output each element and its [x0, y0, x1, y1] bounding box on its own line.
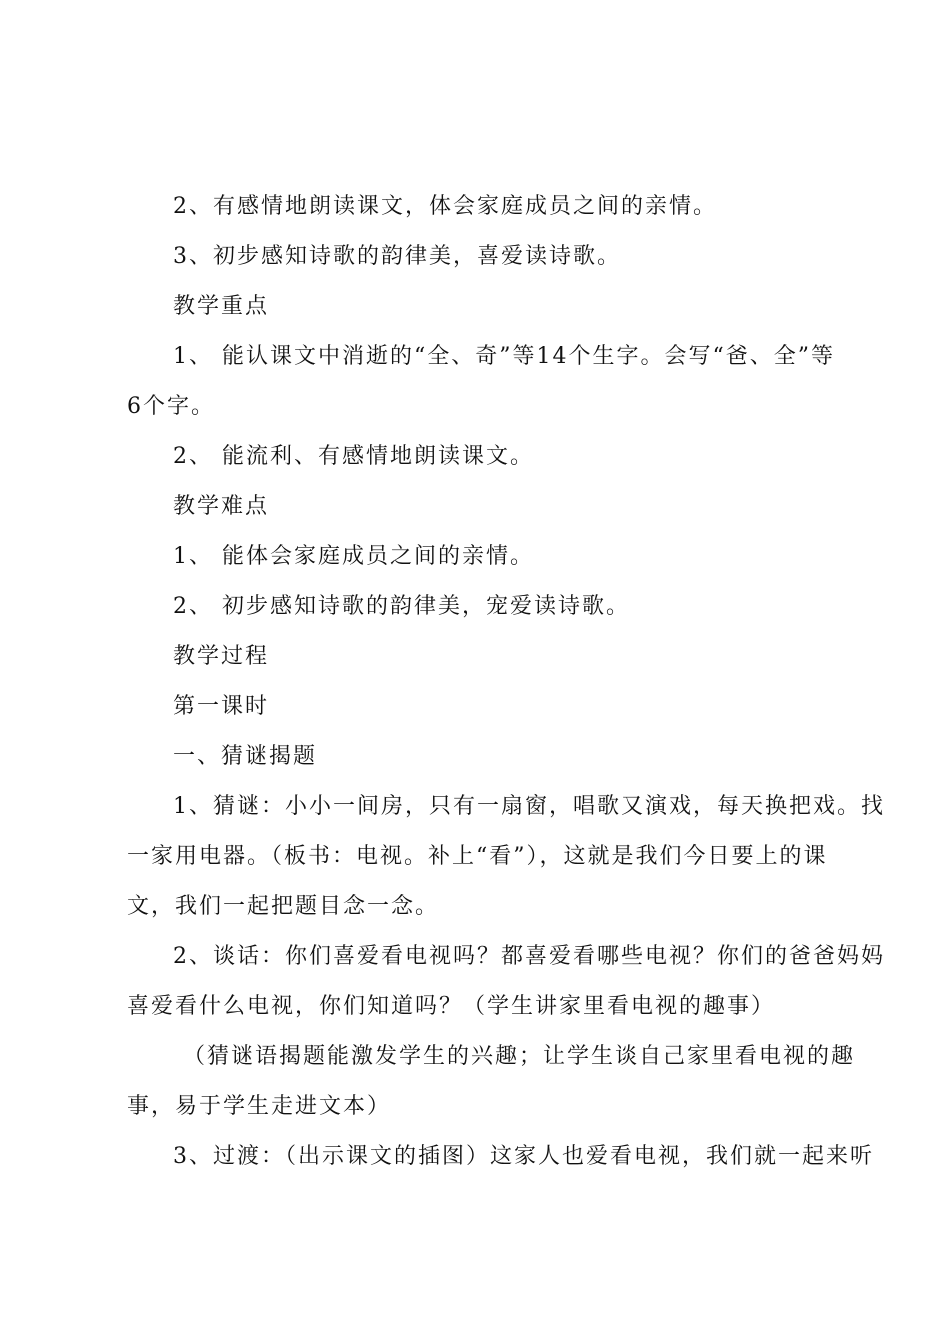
heading-first-lesson: 第一课时 — [173, 694, 270, 719]
objective-3: 3、初步感知诗歌的韵律美，喜爱读诗歌。 — [173, 244, 621, 269]
transition-para-line-1: 3、过渡：（出示课文的插图）这家人也爱看电视，我们就一起来听 — [173, 1144, 874, 1169]
riddle-para-line-2: 一家用电器。（板书：电视。补上“看”），这就是我们今日要上的课 — [127, 844, 828, 869]
heading-process: 教学过程 — [173, 644, 270, 669]
talk-para-line-2: 喜爱看什么电视，你们知道吗？（学生讲家里看电视的趣事） — [127, 994, 776, 1019]
riddle-para-line-1: 1、猜谜：小小一间房，只有一扇窗，唱歌又演戏，每天换把戏。找 — [173, 794, 885, 819]
key-point-1-cont: 6个字。 — [127, 394, 215, 419]
heading-difficulties: 教学难点 — [173, 494, 270, 519]
talk-para-line-1: 2、谈话：你们喜爱看电视吗？都喜爱看哪些电视？你们的爸爸妈妈 — [173, 944, 885, 969]
objective-2: 2、有感情地朗读课文，体会家庭成员之间的亲情。 — [173, 194, 717, 219]
key-point-1: 1、 能认课文中消逝的“全、奇”等14个生字。会写“爸、全”等 — [173, 344, 835, 369]
heading-key-points: 教学重点 — [173, 294, 270, 319]
difficulty-1: 1、 能体会家庭成员之间的亲情。 — [173, 544, 534, 569]
note-para-line-1: （猜谜语揭题能激发学生的兴趣；让学生谈自己家里看电视的趣 — [183, 1044, 856, 1069]
note-para-line-2: 事，易于学生走进文本） — [127, 1094, 392, 1119]
difficulty-2: 2、 初步感知诗歌的韵律美，宠爱读诗歌。 — [173, 594, 630, 619]
riddle-para-line-3: 文，我们一起把题目念一念。 — [127, 894, 440, 919]
key-point-2: 2、 能流利、有感情地朗读课文。 — [173, 444, 534, 469]
section-riddle: 一、猜谜揭题 — [173, 744, 318, 769]
